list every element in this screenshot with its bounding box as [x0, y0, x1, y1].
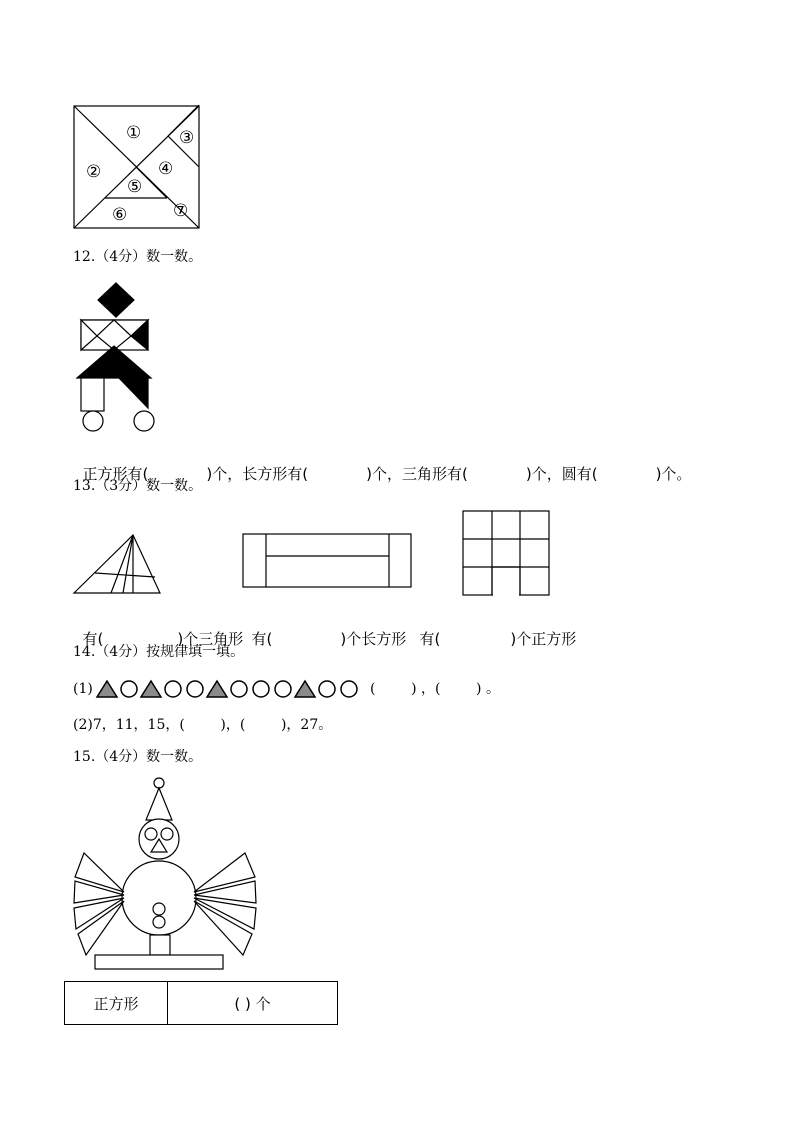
table-row: [65, 982, 338, 1025]
q14-part1-label: (1): [73, 681, 93, 697]
q13-tri-prefix: 有(: [82, 630, 104, 648]
sequence-circle-icon: [275, 681, 291, 697]
tangram-label-6: ⑥: [112, 205, 128, 225]
sequence-triangle-icon: [295, 681, 315, 697]
q12-circle-prefix: )个，圆有(: [525, 465, 598, 483]
sequence-circle-icon: [319, 681, 335, 697]
q14-pattern-sequence: [96, 679, 376, 699]
q13-rect-suffix: )个长方形: [340, 630, 407, 648]
q15-bird-figure: [72, 777, 262, 972]
q13-tri-suffix: )个三角形: [177, 630, 244, 648]
q13-heading: 13.（3分）数一数。: [73, 478, 203, 494]
tangram-label-2: ②: [86, 162, 102, 182]
sequence-triangle-icon: [97, 681, 117, 697]
tangram-label-3: ③: [179, 128, 195, 148]
q13-answer-square: [410, 612, 576, 648]
q12-heading: 12.（4分）数一数。: [73, 249, 203, 265]
q13-grid-figure: [462, 510, 552, 596]
tangram-label-1: ①: [126, 123, 142, 143]
q15-table-value[interactable]: ( ) 个: [168, 982, 338, 1025]
q14-heading: 14.（4分）按规律填一填。: [73, 644, 245, 660]
q12-rect-prefix: )个，长方形有(: [206, 465, 309, 483]
q13-answer-rectangle: [242, 612, 406, 648]
sequence-circle-icon: [121, 681, 137, 697]
q12-end: )个。: [655, 465, 692, 483]
q15-table-label: 正方形: [65, 982, 168, 1025]
sequence-triangle-icon: [207, 681, 227, 697]
q12-robot-figure: [73, 280, 173, 430]
sequence-circle-icon: [341, 681, 357, 697]
sequence-triangle-icon: [141, 681, 161, 697]
q13-rectangle-figure: [242, 533, 414, 589]
sequence-circle-icon: [231, 681, 247, 697]
sequence-circle-icon: [187, 681, 203, 697]
q15-heading: 15.（4分）数一数。: [73, 749, 203, 765]
q14-part2[interactable]: (2)7，11，15，( )，( )，27。: [73, 717, 333, 733]
q13-sq-suffix: )个正方形: [510, 630, 577, 648]
tangram-label-7: ⑦: [173, 201, 189, 221]
q14-part1-blanks[interactable]: ( ) ，( ) 。: [370, 681, 500, 697]
q12-square-prefix: 正方形有(: [82, 465, 149, 483]
sequence-circle-icon: [253, 681, 269, 697]
q13-triangle-figure: [73, 533, 163, 595]
sequence-circle-icon: [165, 681, 181, 697]
tangram-label-5: ⑤: [127, 177, 143, 197]
q13-sq-prefix: 有(: [419, 630, 441, 648]
q13-rect-prefix: 有(: [251, 630, 273, 648]
q12-tri-prefix: )个，三角形有(: [366, 465, 468, 483]
q15-answer-table: [64, 981, 338, 1025]
tangram-label-4: ④: [158, 159, 174, 179]
